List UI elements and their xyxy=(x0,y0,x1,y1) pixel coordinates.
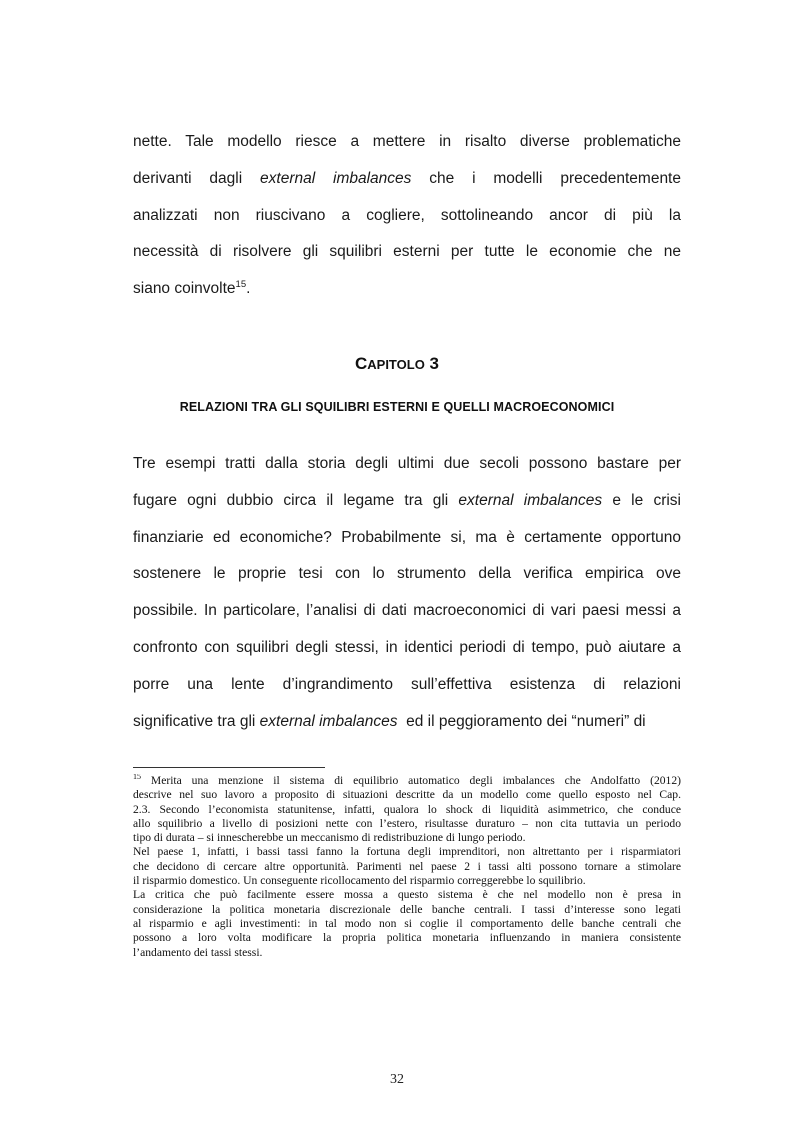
body-top-line: necessità di risolvere gli squilibri esterni per tutte le economie che ne xyxy=(133,243,681,261)
footnote-line: al risparmio e agli investimenti: in tal modo non si coglie il comportamento delle banche centrali che xyxy=(133,916,681,930)
footnote-number: 15 xyxy=(133,774,141,782)
body-paragraph-main xyxy=(133,446,681,740)
body-main-line: fugare ogni dubbio circa il legame tra gli external imbalances e le crisi xyxy=(133,491,681,509)
footnote-line: il risparmio domestico. Un conseguente ricollocamento del risparmio correggerebbe lo squilibrio. xyxy=(133,874,586,888)
footnote-line: descrive nel suo lavoro a proposito di situazioni descritte da un modello come quello esposto nel Cap. xyxy=(133,788,681,802)
body-main-line: confronto con squilibri degli stessi, in identici periodi di tempo, può aiutare a xyxy=(133,638,681,656)
body-main-line: finanziarie ed economiche? Probabilmente si, ma è certamente opportuno xyxy=(133,528,681,546)
footnote-line: considerazione la politica monetaria discrezionale delle banche centrali. I tassi d’interesse sono legati xyxy=(133,902,681,916)
body-main-line: sostenere le proprie tesi con lo strumento della verifica empirica ove xyxy=(133,565,681,583)
body-top-line: nette. Tale modello riesce a mettere in risalto diverse problematiche xyxy=(133,133,681,150)
chapter-subtitle: RELAZIONI TRA GLI SQUILIBRI ESTERNI E QUELLI MACROECONOMICI xyxy=(179,400,615,414)
footnote-separator xyxy=(133,767,325,768)
footnote-line: possono a loro volta modificare la propria politica monetaria influenzando in maniera consistente xyxy=(133,931,681,945)
body-main-line: porre una lente d’ingrandimento sull’effettiva esistenza di relazioni xyxy=(133,675,681,693)
footnote-line: La critica che può facilmente essere mossa a questo sistema è che nel modello non è presa in xyxy=(133,888,681,902)
footnote-line: l’andamento dei tassi stessi. xyxy=(133,945,263,959)
body-main-line: significative tra gli external imbalances ed il peggioramento dei “numeri” di xyxy=(133,712,646,730)
body-paragraph-top xyxy=(133,124,681,308)
footnote xyxy=(133,774,681,960)
body-top-line: analizzati non riuscivano a cogliere, sottolineando ancor di più la xyxy=(133,206,681,224)
footnote-line: allo squilibrio a livello di posizioni nette con l’estero, risultasse duraturo – non cita tuttavia un periodo xyxy=(133,816,681,830)
footnote-line: che decidono di cercare altre opportunità. Parimenti nel paese 2 i tassi alti possono tornare a stimolare xyxy=(133,859,681,873)
body-top-line: derivanti dagli external imbalances che i modelli precedentemente xyxy=(133,169,681,187)
footnote-line: Nel paese 1, infatti, i bassi tassi fanno la fortuna degli imprenditori, non altrettanto per i risparmiatori xyxy=(133,845,681,859)
body-main-line: possibile. In particolare, l’analisi di dati macroeconomici di vari paesi messi a xyxy=(133,602,681,620)
footnote-line: $^{15}$ Merita una menzione il sistema di equilibrio automatico degli imbalances che Andolfatto (2012) xyxy=(133,774,681,787)
body-top-line: siano coinvolte$^{15}$. xyxy=(133,279,251,298)
body-main-line: Tre esempi tratti dalla storia degli ultimi due secoli possono bastare per xyxy=(133,455,681,472)
chapter-heading: CAPITOLO 3 xyxy=(354,354,440,373)
footnote-line: 2.3. Secondo l’economista statunitense, infatti, qualora lo shock di liquidità asimmetrico, che conduce xyxy=(133,802,681,816)
page-number: 32 xyxy=(390,1072,404,1087)
footnote-line: tipo di durata – si innescherebbe un meccanismo di redistribuzione di lungo periodo. xyxy=(133,831,526,845)
